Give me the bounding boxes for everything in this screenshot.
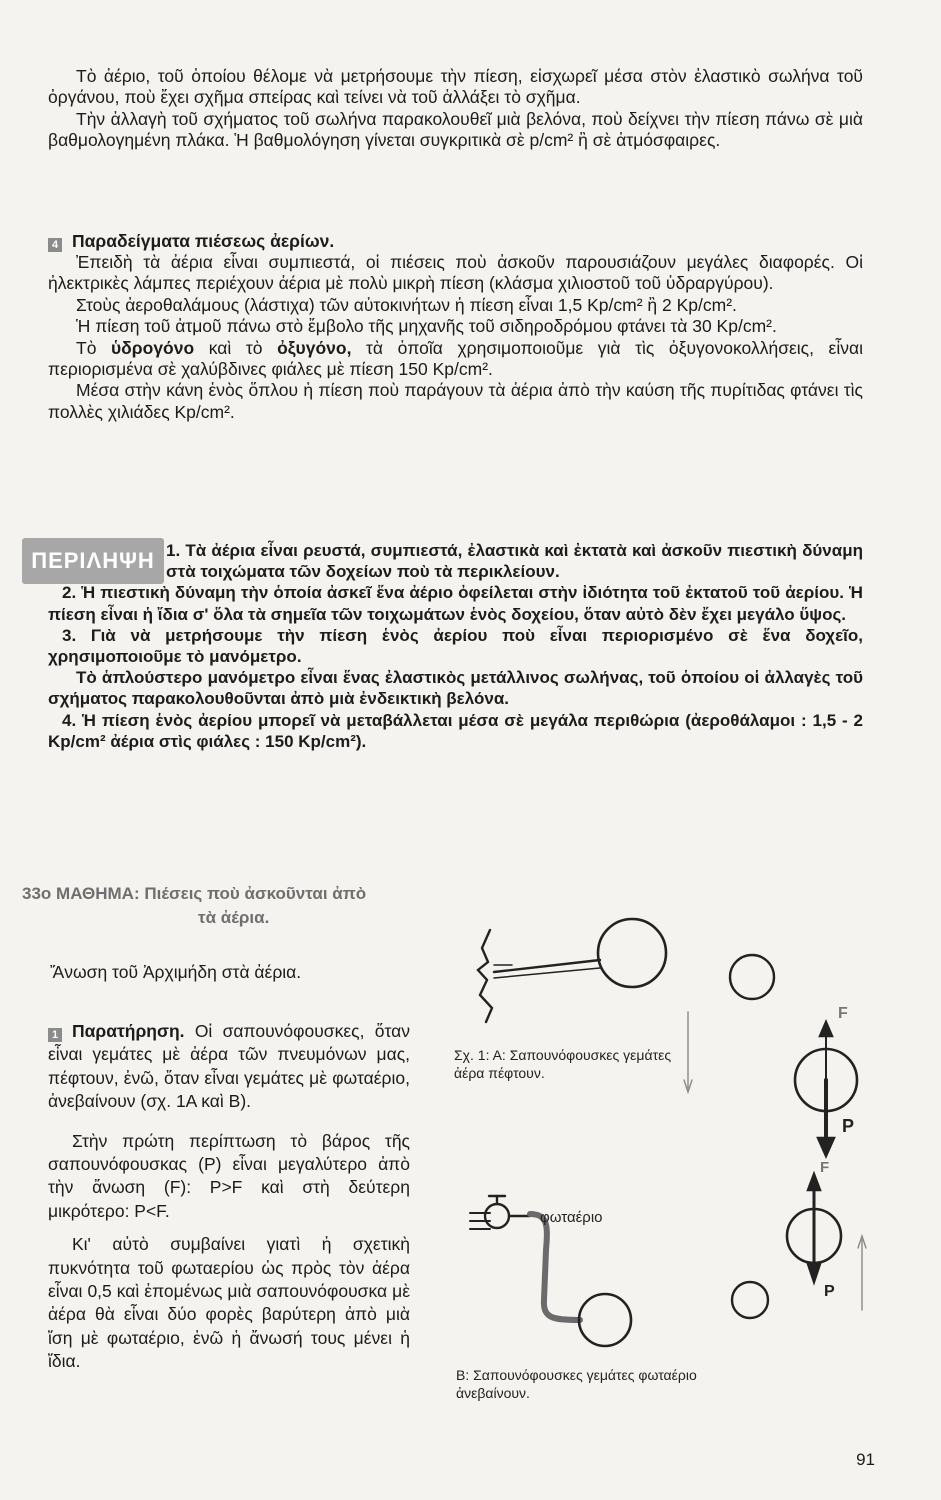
buoyancy-arrow-head <box>820 1022 832 1036</box>
soap-bubble-attached-gas <box>579 1294 631 1346</box>
text-run: τὰ ὁποῖα χρησιμοποιοῦμε γιὰ τὶς ὀξυγονοκολλήσεις, εἶναι περιορισμένα σὲ χαλύβδινες φιάλες μὲ πίεση 150 Kp/cm². <box>48 337 863 380</box>
section-4-paragraph-5: Μέσα στὴν κάνη ἑνὸς ὅπλου ἡ πίεση ποὺ παράγουν τὰ ἀέρια ἀπὸ τὴν καύση τῆς πυρίτιδας φτάνει τὶς πολλὲς χιλιάδες Kp/cm². <box>48 380 863 422</box>
text-run: καὶ τὸ <box>194 337 278 358</box>
soap-bubble-free <box>730 955 774 999</box>
section-4-paragraph-1: Ἐπειδὴ τὰ ἀέρια εἶναι συμπιεστά, οἱ πιέσεις ποὺ ἀσκοῦν παρουσιάζουν μεγάλες διαφορές. Οἱ ἠλεκτρικὲς λάμπες περιέχουν ἀέρια μὲ πολὺ μικρὴ πίεση (κλάσμα χιλιοστοῦ τοῦ ὑδραργύρου). <box>48 252 863 294</box>
buoyancy-arrow-head <box>808 1174 820 1190</box>
summary-item-2: 2. Ἡ πιεστικὴ δύναμη τὴν ὁποία ἀσκεῖ ἕνα ἀέριο ὀφείλεται στὴν ἰδιότητα τοῦ ἐκτατοῦ τοῦ ἀερίου. Ἡ πίεση εἶναι ἡ ἴδια σ' ὅλα τὰ σημεῖα τῶν τοιχωμάτων ἑνὸς δοχείου, ὅταν αὐτὸ δὲν ἔχει μεγάλο ὕψος. <box>48 583 863 624</box>
weight-arrow-head <box>818 1138 834 1156</box>
intro-paragraph-1: Τὸ ἀέριο, τοῦ ὁποίου θέλομε νὰ μετρήσουμε τὴν πίεση, εἰσχωρεῖ μέσα στὸν ἐλαστικὸ σωλήνα τοῦ ὀργάνου, ποὺ ἔχει σχῆμα σπείρας καὶ τείνει νὰ τοῦ ἀλλάξει τὸ σχῆμα. <box>48 66 863 108</box>
summary-item-4: 4. Ἡ πίεση ἑνὸς ἀερίου μπορεῖ νὰ μεταβάλλεται μέσα σὲ μεγάλα περιθώρια (ἀεροθάλαμοι : 1,5 - 2 Kp/cm² ἀέρια στὶς φιάλες : 150 Kp/cm²). <box>48 710 863 751</box>
gas-label: φωταέριο <box>540 1209 603 1226</box>
lesson-title-line-2: τὰ ἀέρια. <box>198 908 270 927</box>
section-number-badge: 4 <box>48 238 62 252</box>
page-number: 91 <box>856 1450 875 1469</box>
face-profile-icon <box>478 930 492 1022</box>
soap-bubble-free-gas <box>732 1282 768 1318</box>
figure-caption-a: Σχ. 1: Α: Σαπουνόφουσκες γεμάτες ἀέρα πέφτουν. <box>454 1047 672 1081</box>
summary-badge: ΠΕΡΙΛΗΨΗ <box>22 538 164 584</box>
section-4-title: Παραδείγματα πιέσεως ἀερίων. <box>72 231 335 251</box>
section-1-paragraph-2: Στὴν πρώτη περίπτωση τὸ βάρος τῆς σαπουνόφουσκας (P) εἶναι μεγαλύτερο ἀπὸ τὴν ἄνωση (F): P>F καὶ στὴ δεύτερη μικρότερο: P<F. <box>48 1130 410 1221</box>
force-label-f: F <box>838 1005 848 1022</box>
section-number-badge: 1 <box>48 1028 62 1042</box>
keyword-hydrogen: ὑδρογόνο <box>111 337 195 358</box>
text-run: Οἱ σαπουνόφουσκες, ὅταν εἶναι γεμάτες μὲ ἀέρα τῶν πνευμόνων μας, πέφτουν, ἐνῶ, ὅταν εἶναι γεμάτες μὲ φωταέριο, ἀνεβαίνουν (σχ. 1Α καὶ Β). <box>48 1021 410 1112</box>
section-1-heading: Παρατήρηση. <box>72 1021 185 1041</box>
section-1-paragraph-3: Κι' αὐτὸ συμβαίνει γιατὶ ἡ σχετικὴ πυκνότητα τοῦ φωταερίου ὡς πρὸς τὸν ἀέρα εἶναι 0,5 καὶ ἐπομένως μιὰ σαπουνόφουσκα μὲ ἀέρα θὰ εἶναι δύο φορὲς βαρύτερη ἀπὸ μιὰ ἴση μὲ φωταέριο, ἐνῶ ἡ ἄνωσή τους μένει ἡ ἴδια. <box>48 1234 410 1372</box>
gas-hose <box>530 1214 580 1320</box>
force-label-p: P <box>842 1116 855 1136</box>
gas-valve-icon <box>485 1204 509 1228</box>
lesson-subtitle: Ἄνωση τοῦ Ἀρχιμήδη στὰ ἀέρια. <box>50 962 302 982</box>
summary-item-1: 1. Τὰ ἀέρια εἶναι ρευστά, συμπιεστά, ἐλαστικὰ καὶ ἐκτατὰ καὶ ἀσκοῦν πιεστικὴ δύναμη στὰ τοιχώματα τῶν δοχείων ποὺ τὰ περικλείουν. <box>166 541 863 582</box>
section-4-paragraph-2: Στοὺς ἀεροθαλάμους (λάστιχα) τῶν αὐτοκινήτων ἡ πίεση εἶναι 1,5 Kp/cm² ἢ 2 Kp/cm². <box>76 294 737 315</box>
figure-caption-b: Β: Σαπουνόφουσκες γεμάτες φωταέριο ἀνεβαίνουν. <box>456 1367 697 1401</box>
summary-item-3b: Τὸ ἁπλούστερο μανόμετρο εἶναι ἕνας ἐλαστικὸς μετάλλινος σωλήνας, τοῦ ὁποίου οἱ ἀλλαγὲς τοῦ σχήματος παρακολουθοῦνται ἀπὸ μιὰ ἐνδεικτικὴ βελόνα. <box>48 668 863 709</box>
intro-paragraph-2: Τὴν ἀλλαγὴ τοῦ σχήματος τοῦ σωλήνα παρακολουθεῖ μιὰ βελόνα, ποὺ δείχνει τὴν πίεση πάνω σὲ μιὰ βαθμολογημένη πλάκα. Ἡ βαθμολόγηση γίνεται συγκριτικὰ σὲ p/cm² ἢ σὲ ἀτμόσφαιρες. <box>48 108 863 151</box>
text-run: Τὸ <box>76 337 111 358</box>
weight-arrow-head <box>808 1264 820 1282</box>
lesson-number: 33ο <box>22 884 52 903</box>
summary-item-3: 3. Γιὰ νὰ μετρήσουμε τὴν πίεση ἑνὸς ἀερίου ποὺ εἶναι περιορισμένο σὲ ἕνα δοχεῖο, χρησιμοποιοῦμε τὸ μανόμετρο. <box>48 625 863 667</box>
force-label-p: P <box>824 1283 835 1300</box>
section-4-paragraph-3: Ἡ πίεση τοῦ ἀτμοῦ πάνω στὸ ἔμβολο τῆς μηχανῆς τοῦ σιδηροδρόμου φτάνει τὰ 30 Kp/cm². <box>76 316 777 337</box>
lesson-title-line-1: ΜΑΘΗΜΑ: Πιέσεις ποὺ ἀσκοῦνται ἀπὸ <box>56 884 367 903</box>
soap-bubble-attached <box>598 919 666 987</box>
force-label-f: F <box>820 1159 830 1176</box>
keyword-oxygen: ὀξυγόνο, <box>277 337 352 358</box>
